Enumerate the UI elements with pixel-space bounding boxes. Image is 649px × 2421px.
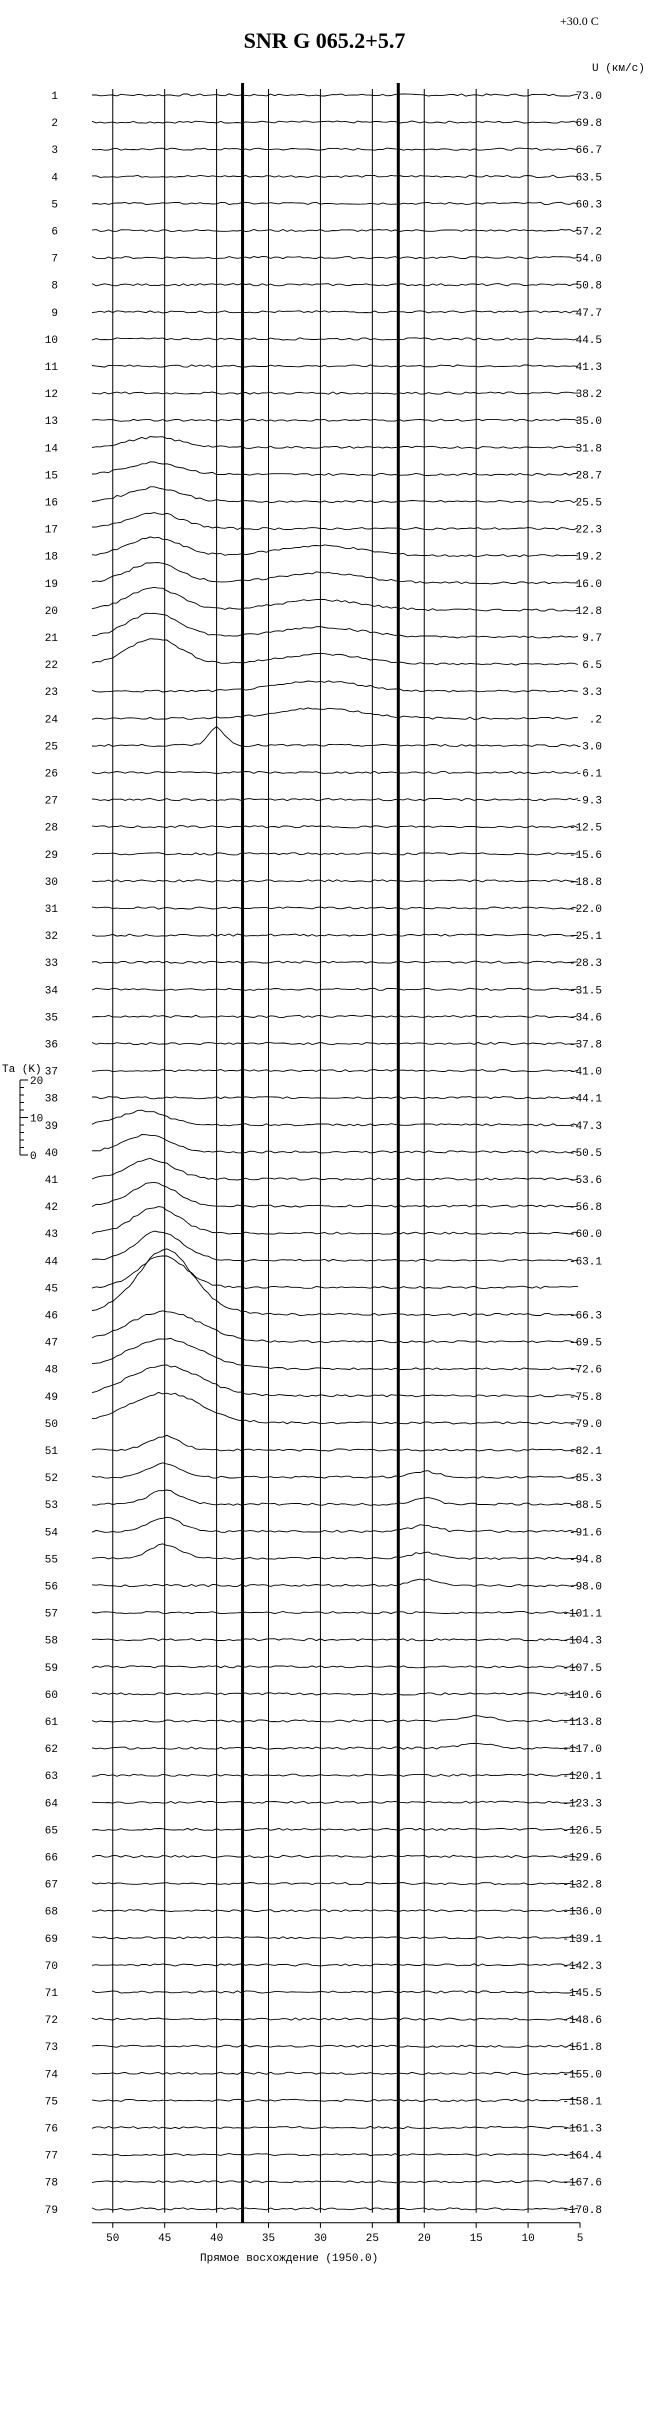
velocity-label-68: -136.0 (562, 1906, 602, 1919)
velocity-label-71: -145.5 (562, 1988, 602, 2000)
velocity-label-27: -9.3 (575, 795, 602, 808)
spectrum-number-75: 75 (44, 2096, 58, 2109)
spectrum-number-6: 6 (51, 226, 58, 239)
spectrum-number-57: 57 (44, 1608, 58, 1621)
velocity-label-33: -28.3 (568, 958, 602, 971)
spectrum-number-10: 10 (44, 334, 58, 347)
velocity-label-50: -79.0 (568, 1418, 602, 1431)
velocity-label-22: 6.5 (582, 660, 602, 673)
spectrum-number-60: 60 (44, 1689, 58, 1702)
spectrum-number-16: 16 (44, 497, 58, 510)
spectrum-number-66: 66 (44, 1852, 58, 1865)
spectrum-number-24: 24 (44, 714, 58, 727)
velocity-label-2: 69.8 (575, 118, 602, 131)
ta-scale-tick-label-20: 20 (30, 1076, 44, 1088)
velocity-label-35: -34.6 (568, 1012, 602, 1025)
x-axis-label: Прямое восхождение (1950.0) (200, 2252, 379, 2265)
velocity-label-32: -25.1 (568, 931, 602, 944)
spectrum-number-62: 62 (44, 1744, 58, 1757)
spectrum-number-2: 2 (51, 118, 58, 131)
spectrum-number-49: 49 (44, 1391, 58, 1404)
spectrum-number-21: 21 (44, 633, 58, 645)
x-tick-label-40: 40 (209, 2232, 224, 2245)
velocity-label-4: 63.5 (575, 172, 602, 185)
velocity-label-63: -120.1 (562, 1771, 602, 1784)
velocity-label-24: .2 (588, 714, 602, 727)
velocity-label-53: -88.5 (568, 1500, 602, 1513)
spectrum-number-1: 1 (51, 91, 58, 103)
spectrum-number-4: 4 (51, 172, 58, 185)
x-tick-label-25: 25 (365, 2232, 379, 2245)
spectrum-number-32: 32 (44, 931, 58, 944)
velocity-label-72: -148.6 (562, 2015, 602, 2028)
spectrum-number-72: 72 (44, 2015, 58, 2028)
spectrum-number-61: 61 (44, 1717, 58, 1729)
velocity-label-48: -72.6 (568, 1364, 602, 1377)
velocity-label-46: -66.3 (568, 1310, 602, 1323)
velocity-label-52: -85.3 (568, 1473, 602, 1486)
velocity-label-66: -129.6 (562, 1852, 602, 1865)
velocity-label-79: -170.8 (562, 2204, 602, 2217)
velocity-label-14: 31.8 (575, 443, 602, 456)
velocity-label-51: -82.1 (568, 1446, 602, 1458)
velocity-label-12: 38.2 (575, 389, 602, 402)
spectrum-number-38: 38 (44, 1093, 58, 1106)
x-tick-label-35: 35 (261, 2232, 276, 2245)
velocity-label-62: -117.0 (562, 1744, 602, 1757)
velocity-label-7: 54.0 (575, 253, 602, 266)
velocity-label-6: 57.2 (575, 226, 602, 239)
x-tick-label-45: 45 (158, 2232, 172, 2245)
velocity-label-30: -18.8 (568, 876, 602, 889)
velocity-label-47: -69.5 (568, 1337, 602, 1350)
x-tick-label-15: 15 (469, 2232, 483, 2245)
velocity-label-8: 50.8 (575, 280, 602, 293)
x-axis (92, 2223, 583, 2245)
spectrum-number-48: 48 (44, 1364, 58, 1377)
spectrum-labels (45, 91, 603, 2217)
spectrum-number-58: 58 (44, 1635, 58, 1648)
spectrum-number-5: 5 (51, 199, 58, 212)
velocity-label-41: -53.6 (568, 1175, 602, 1187)
ta-scale-tick-label-10: 10 (30, 1113, 44, 1126)
spectrum-number-77: 77 (44, 2150, 58, 2163)
spectrum-number-37: 37 (44, 1066, 58, 1079)
velocity-label-9: 47.7 (575, 307, 602, 320)
spectrum-number-70: 70 (44, 1960, 58, 1973)
spectrum-number-9: 9 (51, 307, 58, 320)
velocity-label-31: -22.0 (568, 904, 602, 916)
spectrum-number-8: 8 (51, 280, 58, 293)
x-tick-label-20: 20 (417, 2232, 431, 2245)
velocity-label-57: -101.1 (562, 1608, 602, 1621)
velocity-label-17: 22.3 (575, 524, 602, 537)
velocity-label-21: 9.7 (582, 633, 602, 645)
spectrum-number-55: 55 (44, 1554, 58, 1567)
spectrum-number-42: 42 (44, 1202, 58, 1215)
spectrum-number-59: 59 (44, 1662, 58, 1675)
spectrum-number-76: 76 (44, 2123, 58, 2136)
ta-scale-tick-label-0: 0 (30, 1151, 37, 1163)
spectrum-number-28: 28 (44, 822, 58, 835)
velocity-label-3: 66.7 (575, 145, 602, 158)
spectrum-number-12: 12 (44, 389, 58, 402)
spectrum-number-74: 74 (44, 2069, 58, 2082)
velocity-label-25: -3.0 (575, 741, 602, 754)
spectrum-number-25: 25 (44, 741, 58, 754)
spectrum-number-56: 56 (44, 1581, 58, 1594)
velocity-label-28: -12.5 (568, 822, 602, 835)
spectrum-number-35: 35 (44, 1012, 58, 1025)
velocity-label-42: -56.8 (568, 1202, 602, 1215)
spectrum-number-78: 78 (44, 2177, 58, 2190)
velocity-label-20: 12.8 (575, 605, 602, 618)
spectrum-number-46: 46 (44, 1310, 58, 1323)
velocity-label-60: -110.6 (562, 1689, 602, 1702)
velocity-label-5: 60.3 (575, 199, 602, 212)
corner-label: +30.0 C (560, 14, 599, 28)
spectrum-number-29: 29 (44, 849, 58, 862)
velocity-label-40: -50.5 (568, 1147, 602, 1160)
velocity-label-74: -155.0 (562, 2069, 602, 2082)
spectrum-number-67: 67 (44, 1879, 58, 1892)
velocity-label-56: -98.0 (568, 1581, 602, 1594)
spectrum-number-40: 40 (44, 1147, 58, 1160)
spectrum-number-34: 34 (44, 985, 58, 998)
ra-gridlines (113, 89, 528, 2213)
spectrum-number-65: 65 (44, 1825, 58, 1838)
velocity-label-19: 16.0 (575, 578, 602, 591)
velocity-label-11: 41.3 (575, 362, 602, 374)
velocity-label-38: -44.1 (568, 1093, 602, 1106)
spectrum-number-45: 45 (44, 1283, 58, 1296)
spectrum-number-50: 50 (44, 1418, 58, 1431)
spectrum-number-23: 23 (44, 687, 58, 700)
x-tick-label-5: 5 (576, 2232, 584, 2245)
spectrum-number-13: 13 (44, 416, 58, 429)
ta-scale-label: Ta (K) (2, 1064, 42, 1076)
spectrum-number-11: 11 (44, 362, 58, 374)
velocity-label-16: 25.5 (575, 497, 602, 510)
x-tick-label-10: 10 (521, 2232, 535, 2245)
velocity-label-49: -75.8 (568, 1391, 602, 1404)
spectrum-number-41: 41 (44, 1175, 58, 1187)
velocity-label-37: -41.0 (568, 1066, 602, 1079)
velocity-label-78: -167.6 (562, 2177, 602, 2190)
x-tick-label-50: 50 (106, 2232, 120, 2245)
spectrum-number-3: 3 (51, 145, 58, 158)
velocity-label-54: -91.6 (568, 1527, 602, 1540)
spectrum-number-43: 43 (44, 1229, 58, 1242)
velocity-label-55: -94.8 (568, 1554, 602, 1567)
spectrum-number-52: 52 (44, 1473, 58, 1486)
velocity-label-77: -164.4 (562, 2150, 602, 2163)
velocity-label-69: -139.1 (562, 1933, 602, 1946)
spectrum-number-14: 14 (44, 443, 58, 456)
spectrum-number-53: 53 (44, 1500, 58, 1513)
spectrum-number-30: 30 (44, 876, 58, 889)
spectrum-number-18: 18 (44, 551, 58, 564)
velocity-label-26: -6.1 (575, 768, 602, 781)
velocity-label-15: 28.7 (575, 470, 602, 483)
chart-title: SNR G 065.2+5.7 (243, 28, 406, 53)
spectrum-number-31: 31 (44, 904, 58, 916)
velocity-label-18: 19.2 (575, 551, 602, 564)
velocity-label-29: -15.6 (568, 849, 602, 862)
velocity-label-65: -126.5 (562, 1825, 602, 1838)
velocity-label-39: -47.3 (568, 1120, 602, 1133)
velocity-label-67: -132.8 (562, 1879, 602, 1892)
velocity-label-64: -123.3 (562, 1798, 602, 1811)
x-tick-label-30: 30 (313, 2232, 328, 2245)
velocity-header: U (км/с) (592, 63, 645, 75)
velocity-label-70: -142.3 (562, 1960, 602, 1973)
spectrum-number-47: 47 (44, 1337, 58, 1350)
velocity-label-10: 44.5 (575, 334, 602, 347)
spectrum-number-68: 68 (44, 1906, 58, 1919)
velocity-label-1: 73.0 (575, 91, 602, 103)
spectrum-number-71: 71 (44, 1988, 58, 2000)
velocity-label-75: -158.1 (562, 2096, 602, 2109)
velocity-label-59: -107.5 (562, 1662, 602, 1675)
spectrum-number-44: 44 (44, 1256, 58, 1269)
spectrum-number-7: 7 (51, 253, 58, 266)
velocity-label-76: -161.3 (562, 2123, 602, 2136)
velocity-label-44: -63.1 (568, 1256, 602, 1269)
velocity-label-13: 35.0 (575, 416, 602, 429)
velocity-label-23: 3.3 (582, 687, 602, 700)
ta-scale-bar (2, 1064, 43, 1163)
spectrum-number-39: 39 (44, 1120, 58, 1133)
spectrum-number-17: 17 (44, 524, 58, 537)
spectrum-number-51: 51 (44, 1446, 58, 1458)
spectrum-number-73: 73 (44, 2042, 58, 2055)
spectrum-number-63: 63 (44, 1771, 58, 1784)
velocity-label-61: -113.8 (562, 1717, 602, 1729)
spectrum-number-19: 19 (44, 578, 58, 591)
spectrum-number-27: 27 (44, 795, 58, 808)
spectrum-number-36: 36 (44, 1039, 58, 1052)
spectrum-number-64: 64 (44, 1798, 58, 1811)
spectrum-number-22: 22 (44, 660, 58, 673)
velocity-label-43: -60.0 (568, 1229, 602, 1242)
spectrum-number-54: 54 (44, 1527, 58, 1540)
spectrum-number-33: 33 (44, 958, 58, 971)
spectrum-number-20: 20 (44, 605, 58, 618)
spectrum-number-69: 69 (44, 1933, 58, 1946)
velocity-label-73: -151.8 (562, 2042, 602, 2055)
velocity-label-34: -31.5 (568, 985, 602, 998)
velocity-label-36: -37.8 (568, 1039, 602, 1052)
velocity-label-58: -104.3 (562, 1635, 602, 1648)
spectrum-number-15: 15 (44, 470, 58, 483)
spectrum-number-26: 26 (44, 768, 58, 781)
spectrum-number-79: 79 (44, 2204, 58, 2217)
